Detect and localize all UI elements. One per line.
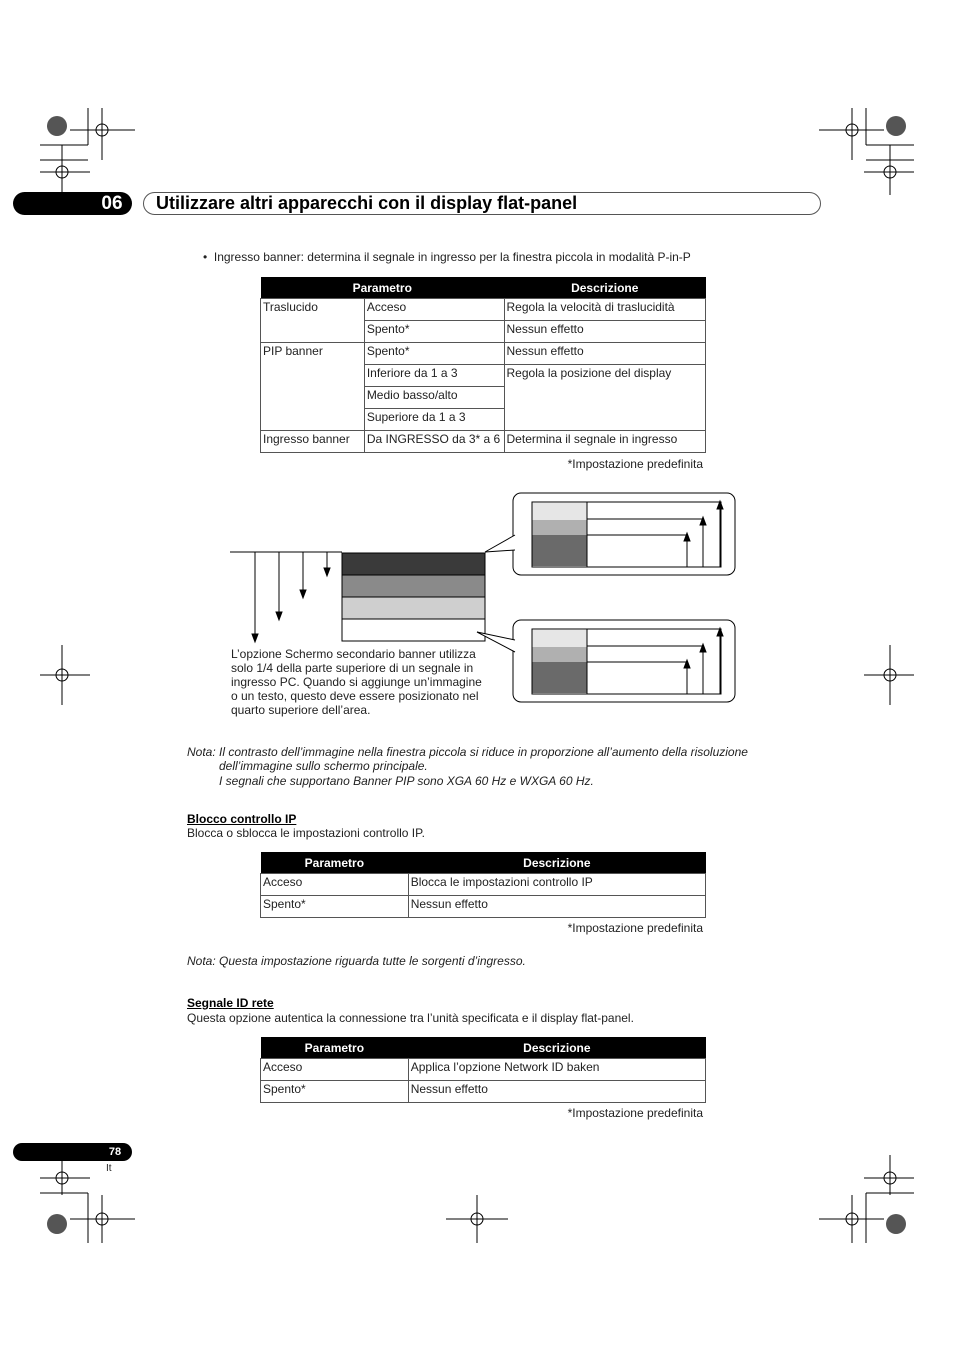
table-header-description: Descrizione	[408, 1037, 705, 1059]
table-header-parameter: Parametro	[261, 277, 505, 299]
table-row: Ingresso banner Da INGRESSO da 3* a 6 Determina il segnale in ingresso	[261, 431, 706, 453]
section-title-network-id: Segnale ID rete	[187, 996, 274, 1010]
table-row: Acceso Applica l’opzione Network ID baken	[261, 1059, 706, 1081]
banner-settings-table	[260, 277, 706, 453]
screen-band-third	[342, 597, 485, 619]
table-header-parameter: Parametro	[261, 1037, 409, 1059]
table-header-description: Descrizione	[408, 852, 705, 874]
ip-lock-footnote: *Impostazione predefinita	[567, 921, 703, 935]
table-row: PIP banner Spento* Nessun effetto	[261, 343, 706, 365]
section-title-ip-lock: Blocco controllo IP	[187, 812, 297, 826]
table-row: Superiore da 1 a 3	[261, 409, 706, 431]
table-row: Spento* Nessun effetto	[261, 321, 706, 343]
table-row: Medio basso/alto	[261, 387, 706, 409]
ip-lock-table	[260, 852, 706, 918]
note-line-3: I segnali che supportano Banner PIP sono XGA 60 Hz e WXGA 60 Hz.	[219, 774, 594, 788]
table-row: Spento* Nessun effetto	[261, 896, 706, 918]
section-description-ip-lock: Blocca o sblocca le impostazioni controllo IP.	[187, 826, 425, 840]
chapter-title: Utilizzare altri apparecchi con il display flat-panel	[156, 193, 578, 213]
network-id-footnote: *Impostazione predefinita	[567, 1106, 703, 1120]
table-header-parameter: Parametro	[261, 852, 409, 874]
table-row: Acceso Blocca le impostazioni controllo IP	[261, 874, 706, 896]
note-line-2: dell’immagine sullo schermo principale.	[219, 759, 428, 773]
screen-band-top	[342, 553, 485, 575]
table-row: Inferiore da 1 a 3 Regola la posizione del display	[261, 365, 706, 387]
table-row: Spento* Nessun effetto	[261, 1081, 706, 1103]
screen-band-second	[342, 575, 485, 597]
intro-bullet: • Ingresso banner: determina il segnale in ingresso per la finestra piccola in modalità P-in-P	[203, 250, 691, 264]
ip-lock-note: Nota: Questa impostazione riguarda tutte le sorgenti d’ingresso.	[187, 954, 526, 968]
diagram-caption: L’opzione Schermo secondario banner utilizza solo 1/4 della parte superiore di un segnale in ingresso PC. Quando si aggiunge un’immagine o un testo, questo deve essere posizionato nel quarto superiore dell’area.	[231, 647, 482, 717]
language-code: It	[106, 1163, 112, 1174]
table1-footnote: *Impostazione predefinita	[567, 457, 703, 471]
table-header-description: Descrizione	[504, 277, 705, 299]
note-line-1: Il contrasto dell’immagine nella finestra piccola si riduce in proporzione all’aumento della risoluzione	[219, 745, 748, 759]
page-number: 78	[108, 1146, 122, 1158]
table-row: Traslucido Acceso Regola la velocità di traslucidità	[261, 299, 706, 321]
screen-band-bottom	[342, 619, 485, 641]
chapter-number: 06	[101, 193, 123, 214]
section-description-network-id: Questa opzione autentica la connessione tra l’unità specificata e il display flat-panel.	[187, 1011, 634, 1025]
bullet-icon: •	[203, 250, 214, 264]
network-id-table	[260, 1037, 706, 1103]
note-label: Nota:	[187, 745, 216, 759]
